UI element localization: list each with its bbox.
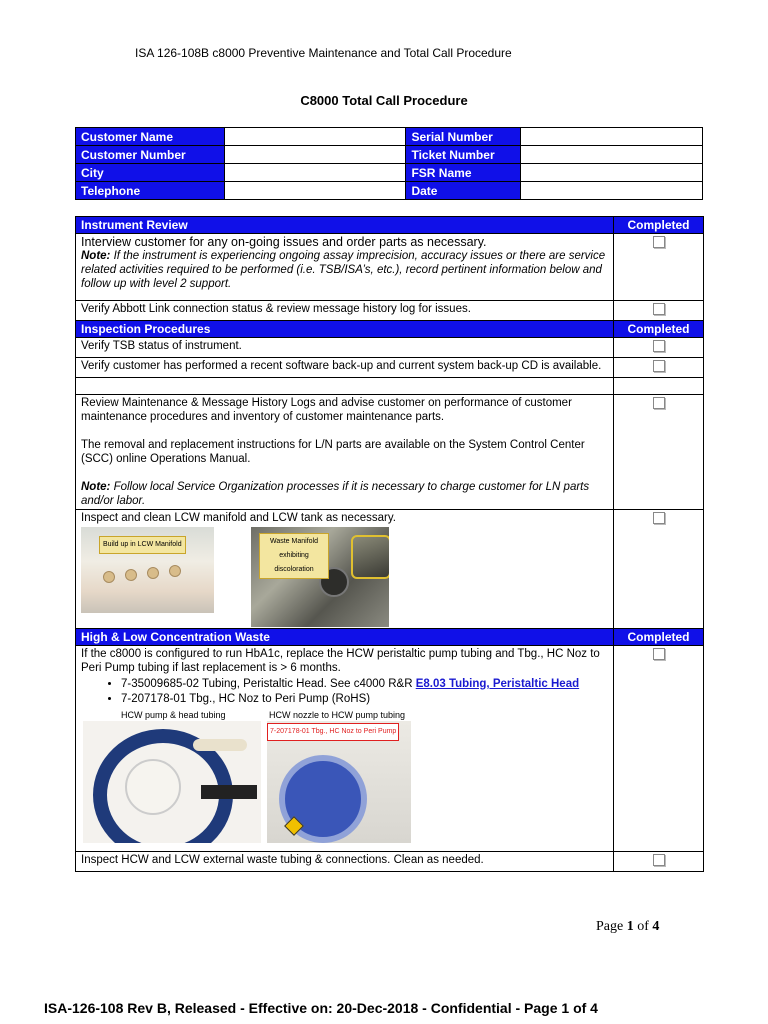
task-row	[76, 338, 704, 358]
completed-header: Completed	[614, 321, 704, 338]
info-row	[76, 164, 703, 182]
customer-name-field[interactable]	[224, 128, 406, 146]
task-row	[76, 510, 704, 629]
hcw-nozzle-photo	[267, 721, 411, 843]
document-title: C8000 Total Call Procedure	[300, 93, 468, 108]
parts-list	[81, 677, 608, 706]
task-row	[76, 852, 704, 872]
task-text: Review Maintenance & Message History Logs and advise customer on performance of customer maintenance procedures and inventory of customer maintenance parts.	[81, 397, 572, 423]
task-text: The removal and replacement instructions for L/N parts are available on the System Control Center (SCC) online Operations Manual.	[81, 439, 585, 465]
serial-number-label: Serial Number	[406, 128, 521, 146]
note-label: Note:	[81, 481, 111, 493]
task-row	[76, 301, 704, 321]
date-field[interactable]	[521, 182, 703, 200]
procedure-table	[75, 216, 704, 872]
customer-number-field[interactable]	[224, 146, 406, 164]
list-item: • 7-35009685-02 Tubing, Peristaltic Head. See c4000 R&R E8.03 Tubing, Peristaltic Head	[121, 677, 608, 691]
task-text: Verify Abbott Link connection status & review message history log for issues.	[76, 301, 614, 321]
document-footer: ISA-126-108 Rev B, Released - Effective on: 20-Dec-2018 - Confidential - Page 1 of 4	[44, 1000, 598, 1016]
task-row	[76, 646, 704, 852]
task-text: Interview customer for any on-going issues and order parts as necessary.	[81, 235, 487, 249]
fsr-name-field[interactable]	[521, 164, 703, 182]
lcw-manifold-photo	[81, 527, 214, 613]
completed-header: Completed	[614, 217, 704, 234]
running-header: ISA 126-108B c8000 Preventive Maintenance and Total Call Procedure	[135, 46, 512, 60]
checkbox-icon[interactable]	[653, 360, 665, 372]
task-text: Verify TSB status of instrument.	[76, 338, 614, 358]
checkbox-icon[interactable]	[653, 303, 665, 315]
serial-number-field[interactable]	[521, 128, 703, 146]
telephone-field[interactable]	[224, 182, 406, 200]
city-field[interactable]	[224, 164, 406, 182]
customer-info-table	[75, 127, 703, 200]
checkbox-icon[interactable]	[653, 854, 665, 866]
photo-caption: HCW nozzle to HCW pump tubing	[269, 710, 406, 720]
list-item: • 7-207178-01 Tbg., HC Noz to Peri Pump (RoHS)	[121, 692, 608, 706]
info-row	[76, 182, 703, 200]
task-text: Verify customer has performed a recent software back-up and current system back-up CD is available.	[76, 358, 614, 378]
date-label: Date	[406, 182, 521, 200]
task-text: Inspect HCW and LCW external waste tubing & connections. Clean as needed.	[76, 852, 614, 872]
page-number: Page 1 of 4	[596, 919, 660, 934]
task-row	[76, 234, 704, 301]
checkbox-icon[interactable]	[653, 397, 665, 409]
checkbox-icon[interactable]	[653, 648, 665, 660]
section-header-waste	[76, 629, 704, 646]
info-row	[76, 146, 703, 164]
completed-header: Completed	[614, 629, 704, 646]
photo-label: 7-207178-01 Tbg., HC Noz to Peri Pump	[267, 723, 399, 741]
photo-label: Build up in LCW Manifold	[99, 536, 186, 554]
section-title: Inspection Procedures	[76, 321, 614, 338]
customer-number-label: Customer Number	[76, 146, 225, 164]
checkbox-icon[interactable]	[653, 236, 665, 248]
note-text: Follow local Service Organization processes if it is necessary to charge customer for LN parts and/or labor.	[81, 481, 590, 507]
checkbox-icon[interactable]	[653, 512, 665, 524]
section-header-inspection	[76, 321, 704, 338]
telephone-label: Telephone	[76, 182, 225, 200]
note-text: If the instrument is experiencing ongoing assay imprecision, accuracy issues or there are service related activities required to be performed (i.e. TSB/ISA’s, etc.), record pertinent information below and follow up with level 2 support.	[81, 250, 606, 290]
task-row	[76, 395, 704, 510]
customer-name-label: Customer Name	[76, 128, 225, 146]
info-row	[76, 128, 703, 146]
note-label: Note:	[81, 250, 111, 262]
blank-row	[76, 378, 704, 395]
hcw-pump-photo	[83, 721, 261, 843]
city-label: City	[76, 164, 225, 182]
task-text: Inspect and clean LCW manifold and LCW tank as necessary.	[81, 512, 396, 524]
photo-label: Waste Manifold exhibiting discoloration	[259, 533, 329, 579]
section-title: High & Low Concentration Waste	[76, 629, 614, 646]
task-text: If the c8000 is configured to run HbA1c, replace the HCW peristaltic pump tubing and Tbg., HC Noz to Peri Pump tubing if last replacement is > 6 months.	[81, 648, 600, 674]
section-header-instrument-review	[76, 217, 704, 234]
waste-manifold-photo	[251, 527, 389, 627]
rr-link[interactable]: E8.03 Tubing, Peristaltic Head	[415, 678, 580, 690]
task-row	[76, 358, 704, 378]
photo-caption: HCW pump & head tubing	[121, 710, 226, 720]
fsr-name-label: FSR Name	[406, 164, 521, 182]
ticket-number-label: Ticket Number	[406, 146, 521, 164]
checkbox-icon[interactable]	[653, 340, 665, 352]
section-title: Instrument Review	[76, 217, 614, 234]
ticket-number-field[interactable]	[521, 146, 703, 164]
